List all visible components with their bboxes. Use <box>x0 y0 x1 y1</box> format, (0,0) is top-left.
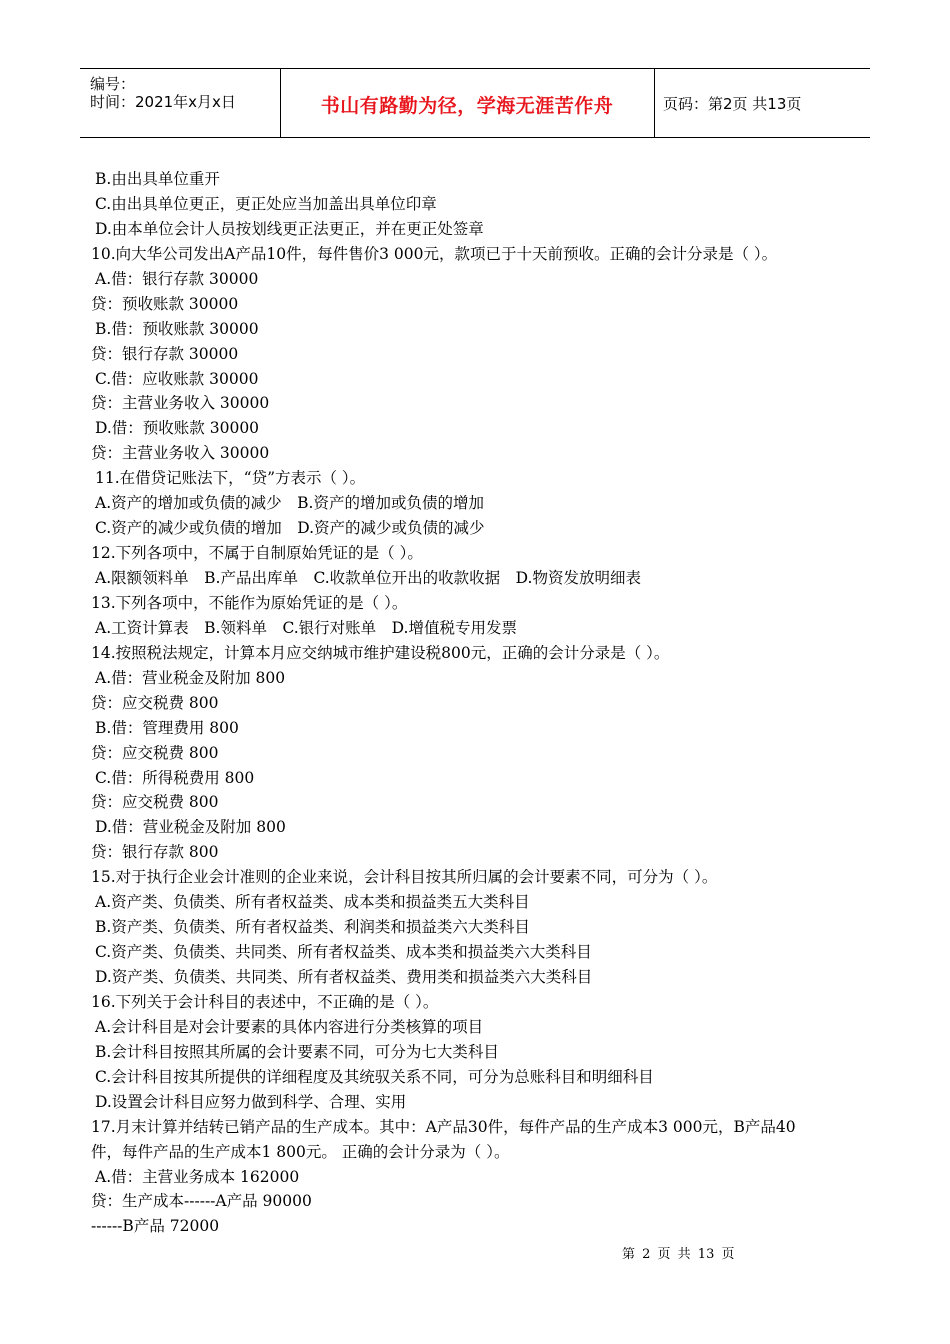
document-body <box>91 167 871 1239</box>
page-footer: 第 2 页 共 13 页 <box>622 1247 735 1262</box>
text-line: B.资产类、负债类、所有者权益类、利润类和损益类六大类科目 <box>95 918 530 937</box>
text-line: B.会计科目按照其所属的会计要素不同，可分为七大类科目 <box>95 1042 499 1061</box>
header-page-info: 页码：第2页 共13页 <box>663 95 802 113</box>
text-line: ------B产品 72000 <box>91 1217 220 1236</box>
text-line: 件，每件产品的生产成本1 800元。 正确的会计分录为（ ）。 <box>91 1142 510 1161</box>
text-line: A.限额领料单 B.产品出库单 C.收款单位开出的收款收据 D.物资发放明细表 <box>95 569 641 587</box>
text-line: 贷：生产成本------A产品 90000 <box>91 1192 312 1211</box>
text-line: A.会计科目是对会计要素的具体内容进行分类核算的项目 <box>95 1017 484 1036</box>
question-line: 14.按照税法规定，计算本月应交纳城市维护建设税800元，正确的会计分录是（ ）。 <box>91 643 670 662</box>
text-line: B.借：预收账款 30000 <box>95 319 259 338</box>
document-time-label: 时间：2021年x月x日 <box>90 93 236 111</box>
text-line: A.工资计算表 B.领料单 C.银行对账单 D.增值税专用发票 <box>95 618 517 637</box>
text-line: 贷：应交税费 800 <box>91 743 219 762</box>
text-line: A.借：营业税金及附加 800 <box>95 668 286 687</box>
text-line: D.资产类、负债类、共同类、所有者权益类、费用类和损益类六大类科目 <box>95 968 593 986</box>
text-line: 贷：银行存款 800 <box>91 843 219 862</box>
text-line: 贷：主营业务收入 30000 <box>91 444 270 463</box>
text-line: D.由本单位会计人员按划线更正法更正，并在更正处签章 <box>95 219 484 238</box>
text-line: B.由出具单位重开 <box>95 170 220 188</box>
text-line: B.借：管理费用 800 <box>95 718 239 737</box>
text-line: A.资产类、负债类、所有者权益类、成本类和损益类五大类科目 <box>95 893 530 912</box>
text-line: C.借：所得税费用 800 <box>95 768 255 787</box>
question-line: 12.下列各项中，不属于自制原始凭证的是（ ）。 <box>91 544 423 563</box>
header-page-cell <box>655 69 870 137</box>
text-line: C.由出具单位更正，更正处应当加盖出具单位印章 <box>95 194 437 213</box>
text-line: D.借：营业税金及附加 800 <box>95 818 286 837</box>
text-line: 贷：应交税费 800 <box>91 793 219 812</box>
text-line: A.借：主营业务成本 162000 <box>95 1167 300 1186</box>
question-line: 10.向大华公司发出A产品10件，每件售价3 000元，款项已于十天前预收。正确的会计分录是（ ）。 <box>91 244 778 263</box>
header-motto-cell <box>280 69 655 137</box>
page-header <box>80 68 870 138</box>
text-line: 贷：应交税费 800 <box>91 693 219 712</box>
document-number-label: 编号： <box>90 75 136 93</box>
header-motto: 书山有路勤为径，学海无涯苦作舟 <box>320 95 614 117</box>
text-line: 贷：银行存款 30000 <box>91 344 239 363</box>
text-line: C.资产类、负债类、共同类、所有者权益类、成本类和损益类六大类科目 <box>95 943 592 962</box>
question-line: 11.在借贷记账法下，“贷”方表示（ ）。 <box>95 469 366 488</box>
text-line: A.借：银行存款 30000 <box>95 269 259 288</box>
text-line: 贷：主营业务收入 30000 <box>91 394 270 413</box>
text-line: C.资产的减少或负债的增加 D.资产的减少或负债的减少 <box>95 519 485 538</box>
text-line: C.借：应收账款 30000 <box>95 369 259 388</box>
text-line: D.设置会计科目应努力做到科学、合理、实用 <box>95 1092 407 1111</box>
question-line: 13.下列各项中，不能作为原始凭证的是（ ）。 <box>91 593 408 612</box>
question-line: 16.下列关于会计科目的表述中，不正确的是（ ）。 <box>91 992 439 1011</box>
text-line: 贷：预收账款 30000 <box>91 294 239 313</box>
question-line: 15.对于执行企业会计准则的企业来说，会计科目按其所归属的会计要素不同，可分为（ ）。 <box>91 868 718 887</box>
text-line: A.资产的增加或负债的减少 B.资产的增加或负债的增加 <box>95 494 484 513</box>
header-meta-cell <box>80 69 281 137</box>
text-line: D.借：预收账款 30000 <box>95 419 260 438</box>
text-line: C.会计科目按其所提供的详细程度及其统驭关系不同，可分为总账科目和明细科目 <box>95 1067 654 1086</box>
question-line: 17.月末计算并结转已销产品的生产成本。其中：A产品30件，每件产品的生产成本3 000元，B产品40 <box>91 1117 796 1136</box>
